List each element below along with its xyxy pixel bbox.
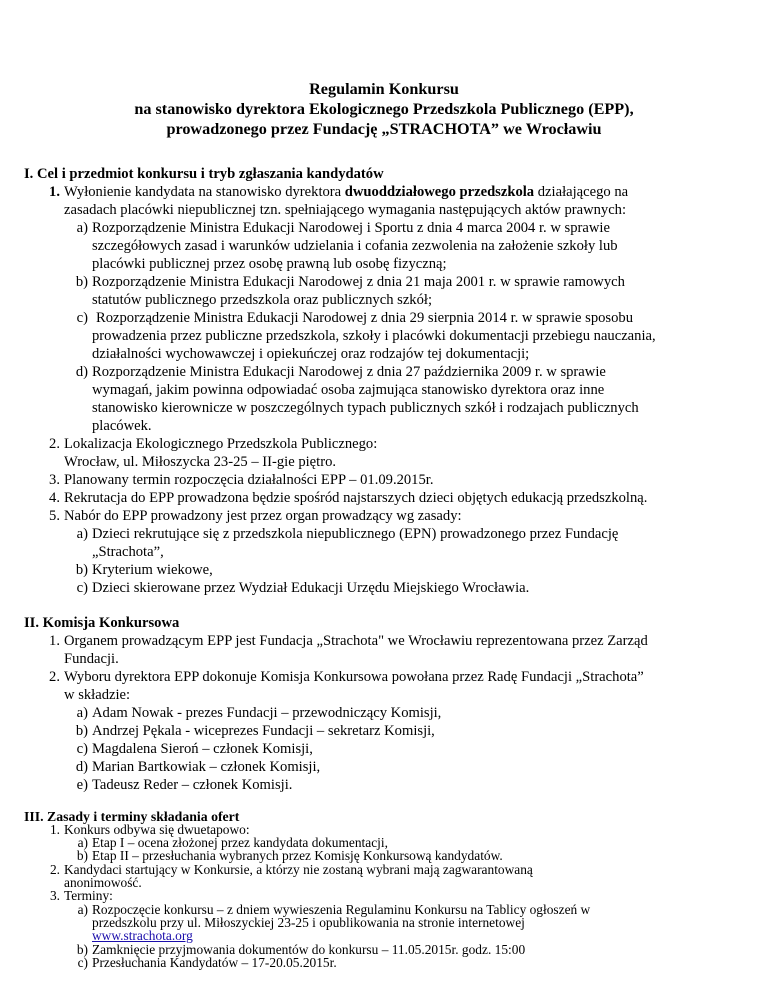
s3-terms-c-label: c): [77, 955, 88, 970]
s1-d-line-4: placówek.: [92, 418, 152, 434]
s3-terms-c-line-1: Przesłuchania Kandydatów – 17-20.05.2015r.: [92, 955, 337, 970]
title-line-1: Regulamin Konkursu: [309, 80, 459, 98]
s3-item-2-line-2: anonimowość.: [64, 874, 142, 890]
s1-5c-line-1: Dzieci skierowane przez Wydział Edukacji Urzędu Miejskiego Wrocławia.: [92, 580, 530, 596]
s2-item-2-line-1: Wyboru dyrektora EPP dokonuje Komisja Konkursowa powołana przez Radę Fundacji „Strachota”: [64, 669, 644, 685]
s3-item-3-line-1: Terminy:: [64, 888, 113, 904]
s2-e-line-1: Tadeusz Reder – członek Komisji.: [92, 777, 293, 793]
s1-item-1-line-2: zasadach placówki niepublicznej tzn. spełniającego wymagania następujących aktów prawnych:: [64, 202, 627, 218]
s3-item-1-number: 1.: [49, 821, 60, 837]
s1-a-line-2: szczegółowych zasad i warunków udzielania i cofania zezwolenia na założenie szkoły lub: [92, 238, 618, 254]
s1-item-3-line-1: Planowany termin rozpoczęcia działalności EPP – 01.09.2015r.: [64, 472, 434, 488]
s1-b-line-1: Rozporządzenie Ministra Edukacji Narodowej z dnia 21 maja 2001 r. w sprawie ramowych: [92, 274, 625, 290]
section-3-heading: III. Zasady i terminy składania ofert: [24, 809, 240, 825]
s3-b-label: b): [76, 848, 88, 864]
s3-terms-a-label: a): [77, 901, 88, 917]
s1-c-label: c): [76, 310, 88, 326]
strachota-website-link[interactable]: www.strachota.org: [92, 928, 193, 944]
s1-item-2-number: 2.: [49, 436, 60, 452]
s1-item-1-text-a: Wyłonienie kandydata na stanowisko dyrektora: [64, 184, 345, 200]
s1-5c-label: c): [76, 580, 88, 596]
s3-terms-a-line-1: Rozpoczęcie konkursu – z dniem wywieszenia Regulaminu Konkursu na Tablicy ogłoszeń w: [92, 901, 591, 917]
s2-b-label: b): [75, 723, 88, 739]
s2-b-line-1: Andrzej Pękala - wiceprezes Fundacji – sekretarz Komisji,: [92, 723, 435, 739]
s2-item-2-line-2: w składzie:: [64, 687, 131, 703]
s1-item-2-line-2: Wrocław, ul. Miłoszycka 23-25 – II-gie piętro.: [64, 454, 337, 470]
s1-b-line-2: statutów publicznego przedszkola oraz publicznych szkół;: [92, 292, 433, 308]
s3-a-line-1: Etap I – ocena złożonej przez kandydata dokumentacji,: [92, 834, 388, 850]
s3-item-2-number: 2.: [49, 861, 60, 877]
s3-a-label: a): [77, 834, 88, 850]
s1-item-5-number: 5.: [49, 508, 60, 524]
s3-terms-a-line-2: przedszkolu przy ul. Miłoszyckiej 23-25 i opublikowania na stronie internetowej: [92, 914, 525, 930]
s3-b-line-1: Etap II – przesłuchania wybranych przez Komisję Konkursową kandydatów.: [92, 848, 503, 864]
s2-d-label: d): [75, 759, 88, 775]
s1-5b-label: b): [75, 562, 88, 578]
s2-a-label: a): [76, 705, 88, 721]
s1-5a-line-2: „Strachota”,: [92, 544, 164, 560]
s1-d-line-3: stanowisko kierownicze w poszczególnych typach publicznych szkół i rodzajach publicznych: [92, 400, 639, 416]
s3-terms-b-line-1: Zamknięcie przyjmowania dokumentów do konkursu – 11.05.2015r. godz. 15:00: [92, 941, 526, 957]
s1-item-3-number: 3.: [49, 472, 60, 488]
section-1-heading: I. Cel i przedmiot konkursu i tryb zgłaszania kandydatów: [24, 166, 384, 182]
s1-item-1-bold: dwuoddziałowego przedszkola: [344, 184, 535, 200]
s1-5a-label: a): [76, 526, 88, 542]
s2-item-2-number: 2.: [49, 669, 60, 685]
s1-c-line-2: prowadzenia przez publiczne przedszkola, szkoły i placówki dokumentacji przebiegu nauczania,: [92, 328, 656, 344]
s1-item-5-line-1: Nabór do EPP prowadzony jest przez organ prowadzący wg zasady:: [64, 508, 462, 524]
s1-a-line-3: placówki publicznej przez osobę prawną lub osobę fizyczną;: [92, 256, 447, 272]
s2-item-1-number: 1.: [49, 633, 60, 649]
title-line-3: prowadzonego przez Fundację „STRACHOTA” we Wrocławiu: [166, 120, 602, 138]
s1-item-1-line-1: [64, 183, 628, 201]
s3-item-1-line-1: Konkurs odbywa się dwuetapowo:: [64, 821, 250, 837]
s2-c-line-1: Magdalena Sieroń – członek Komisji,: [92, 741, 313, 757]
s3-item-2-line-1: Kandydaci startujący w Konkursie, a którzy nie zostaną wybrani mają zagwarantowaną: [64, 861, 533, 877]
section-2-heading: II. Komisja Konkursowa: [24, 615, 180, 631]
s1-item-4-number: 4.: [49, 490, 60, 506]
s1-item-1-text-b: działającego na: [534, 184, 629, 200]
s1-b-label: b): [75, 274, 88, 290]
s1-5b-line-1: Kryterium wiekowe,: [92, 562, 213, 578]
s2-d-line-1: Marian Bartkowiak – członek Komisji,: [92, 759, 321, 775]
s1-d-label: d): [75, 364, 88, 380]
title-line-2: na stanowisko dyrektora Ekologicznego Przedszkola Publicznego (EPP),: [134, 100, 634, 118]
s2-c-label: c): [76, 741, 88, 757]
s1-c-line-3: działalności wychowawczej i opiekuńczej oraz rodzajów tej dokumentacji;: [92, 346, 530, 362]
s2-item-1-line-2: Fundacji.: [64, 651, 119, 667]
s2-item-1-line-1: Organem prowadzącym EPP jest Fundacja „Strachota" we Wrocławiu reprezentowana przez Zarząd: [64, 633, 648, 649]
s3-item-3-number: 3.: [49, 888, 60, 904]
s1-c-line-1: Rozporządzenie Ministra Edukacji Narodowej z dnia 29 sierpnia 2014 r. w sprawie sposobu: [96, 310, 633, 326]
s1-item-1-number: 1.: [49, 184, 60, 200]
s2-a-line-1: Adam Nowak - prezes Fundacji – przewodniczący Komisji,: [92, 705, 442, 721]
s3-terms-b-label: b): [76, 941, 88, 957]
s1-d-line-2: wymagań, jakim powinna odpowiadać osoba zajmująca stanowisko dyrektora oraz inne: [92, 382, 605, 398]
s1-a-label: a): [76, 220, 88, 236]
s1-item-4-line-1: Rekrutacja do EPP prowadzona będzie spośród najstarszych dzieci objętych edukacją przedszkolną.: [64, 490, 648, 506]
s1-d-line-1: Rozporządzenie Ministra Edukacji Narodowej z dnia 27 października 2009 r. w sprawie: [92, 364, 606, 380]
s1-a-line-1: Rozporządzenie Ministra Edukacji Narodowej i Sportu z dnia 4 marca 2004 r. w sprawie: [92, 220, 610, 236]
s2-e-label: e): [76, 777, 88, 793]
s1-5a-line-1: Dzieci rekrutujące się z przedszkola niepublicznego (EPN) prowadzonego przez Fundację: [92, 526, 619, 542]
s1-item-2-line-1: Lokalizacja Ekologicznego Przedszkola Publicznego:: [64, 436, 378, 452]
